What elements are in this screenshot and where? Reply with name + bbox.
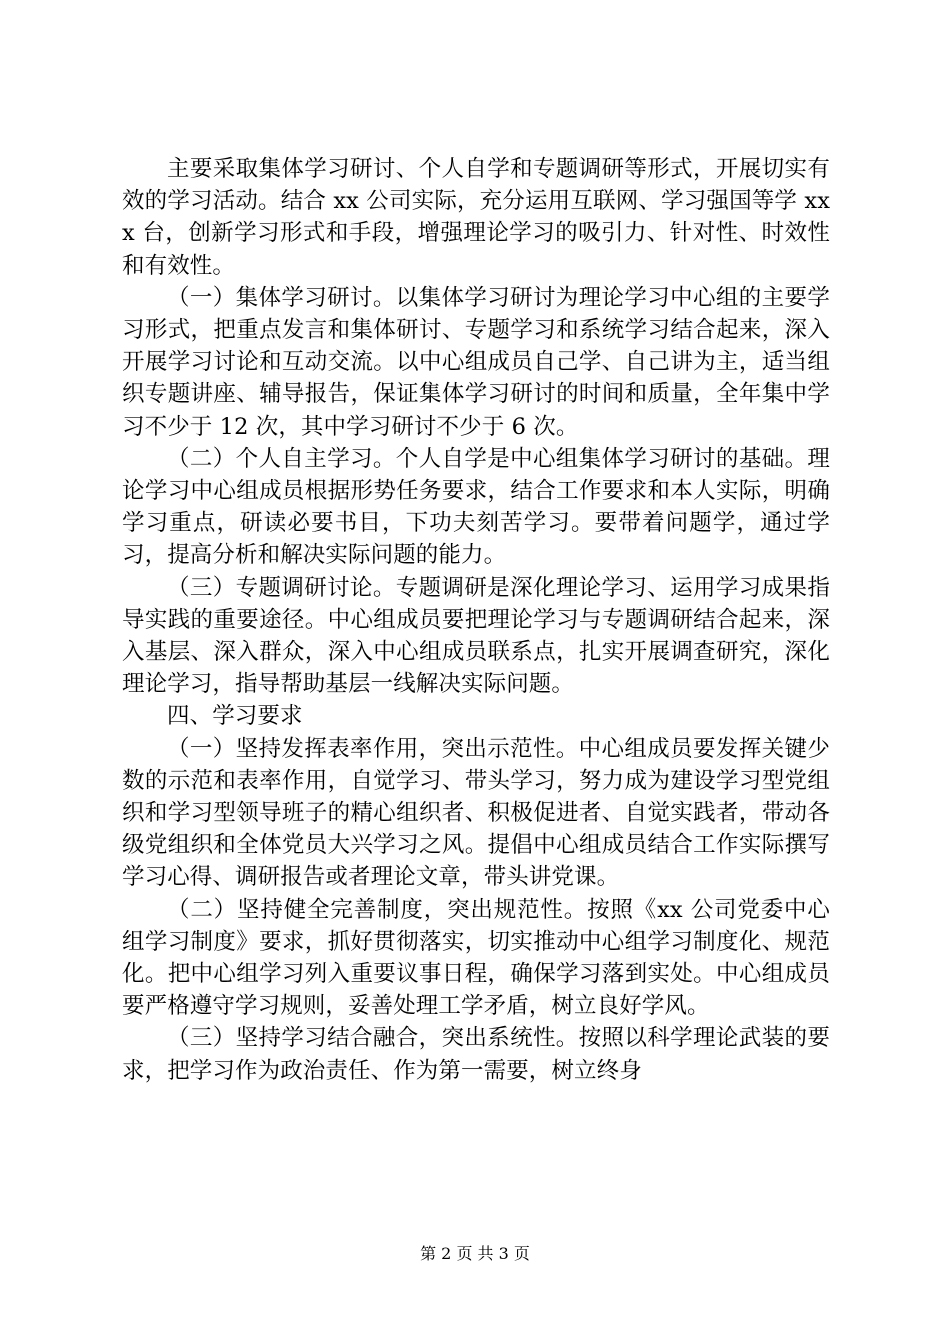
paragraph-system-standards: （二）坚持健全完善制度，突出规范性。按照《xx 公司党委中心组学习制度》要求，抓好贯彻落实，切实推动中心组学习制度化、规范化。把中心组学习列入重要议事日程，确保学习落到实处。中心组成员要严格遵守学习规则，妥善处理工学矛盾，树立良好学风。	[122, 896, 830, 1020]
paragraph-individual-study: （二）个人自主学习。个人自学是中心组集体学习研讨的基础。理论学习中心组成员根据形势任务要求，结合工作要求和本人实际，明确学习重点，研读必要书目，下功夫刻苦学习。要带着问题学，通过学习，提高分析和解决实际问题的能力。	[122, 445, 830, 569]
document-body	[122, 153, 830, 1087]
section-heading-requirements: 四、学习要求	[167, 703, 303, 730]
paragraph-special-research: （三）专题调研讨论。专题调研是深化理论学习、运用学习成果指导实践的重要途径。中心组成员要把理论学习与专题调研结合起来，深入基层、深入群众，深入中心组成员联系点，扎实开展调查研究，深化理论学习，指导帮助基层一线解决实际问题。	[122, 574, 830, 698]
paragraph-systematic-learning: （三）坚持学习结合融合，突出系统性。按照以科学理论武装的要求，把学习作为政治责任、作为第一需要，树立终身	[122, 1025, 830, 1084]
paragraph-collective-study: （一）集体学习研讨。以集体学习研讨为理论学习中心组的主要学习形式，把重点发言和集体研讨、专题学习和系统学习结合起来，深入开展学习讨论和互动交流。以中心组成员自己学、自己讲为主，适当组织专题讲座、辅导报告，保证集体学习研讨的时间和质量，全年集中学习不少于 12 次，其中学习研讨不少于 6 次。	[122, 284, 830, 440]
paragraph-exemplary-role: （一）坚持发挥表率作用，突出示范性。中心组成员要发挥关键少数的示范和表率作用，自觉学习、带头学习，努力成为建设学习型党组织和学习型领导班子的精心组织者、积极促进者、自觉实践者，带动各级党组织和全体党员大兴学习之风。提倡中心组成员结合工作实际撰写学习心得、调研报告或者理论文章，带头讲党课。	[122, 735, 830, 891]
page-number-footer: 第 2 页 共 3 页	[420, 1244, 530, 1263]
paragraph-learning-forms: 主要采取集体学习研讨、个人自学和专题调研等形式，开展切实有效的学习活动。结合 xx 公司实际，充分运用互联网、学习强国等学 xxx 台，创新学习形式和手段，增强理论学习的吸引力、针对性、时效性和有效性。	[122, 156, 830, 279]
